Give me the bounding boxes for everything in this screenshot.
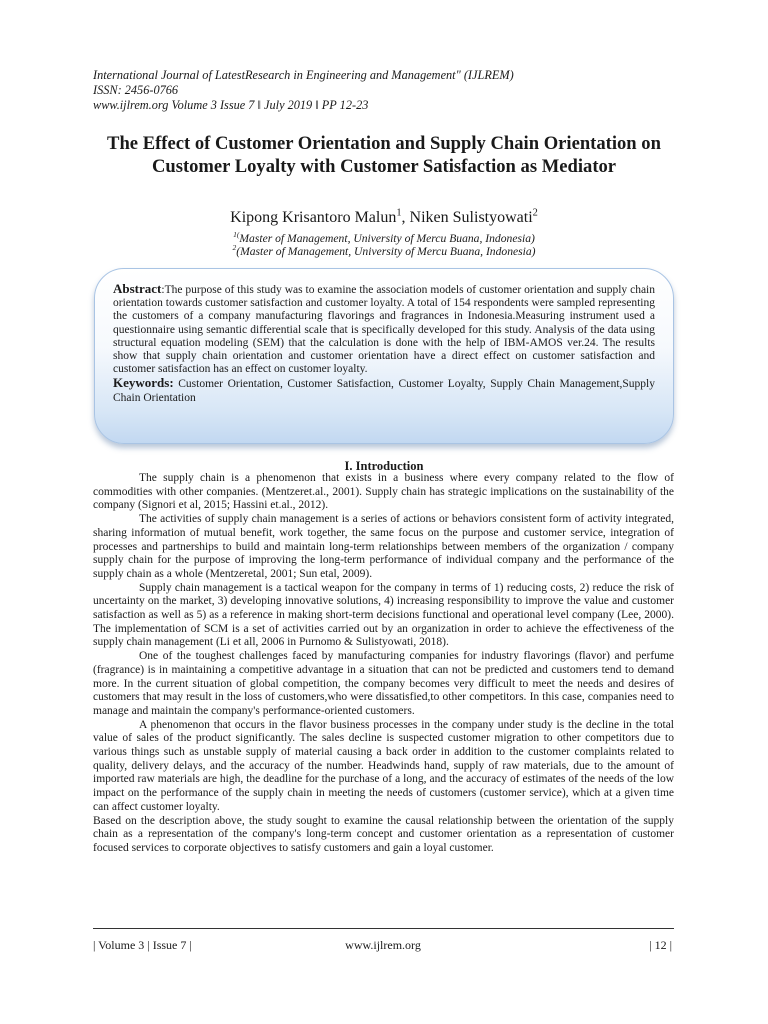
paper-title: The Effect of Customer Orientation and Supply Chain Orientation on Customer Loyalty with Customer Satisfaction as Mediator bbox=[107, 133, 661, 177]
issn: ISSN: 2456-0766 bbox=[93, 83, 179, 97]
keywords-text: Customer Orientation, Customer Satisfaction, Customer Loyalty, Supply Chain Management,Supply Chain Orientation bbox=[113, 378, 655, 404]
paragraph: A phenomenon that occurs in the flavor business processes in the company under study is the decline in the total value of sales of the product significantly. The sales decline is suspected customer migration to other competitors due to various things such as unstable supply of material causing a back order in addition to the customer complaints related to quality, delivery delays, and the accuracy of the number. Headwinds hand, supply of raw materials, due to the amount of imported raw materials are high, the deadline for the purchase of a long, and the accuracy of estimates of the needs of the low impact on the performance of the supply chain in meeting the needs of customers (customer service), which at a given time can affect customer loyalty. bbox=[93, 718, 674, 813]
author-name: Kipong Krisantoro Malun bbox=[230, 209, 397, 226]
author-line bbox=[80, 208, 688, 228]
journal-header bbox=[93, 68, 693, 113]
abstract-paragraph bbox=[113, 282, 655, 376]
author-separator: , bbox=[401, 209, 410, 226]
affiliation-sup: 1( bbox=[233, 230, 240, 240]
section-heading: I. Introduction bbox=[344, 459, 424, 473]
affiliations bbox=[80, 232, 688, 258]
footer-volume-issue: | Volume 3 | Issue 7 | bbox=[93, 938, 192, 952]
paragraph: Based on the description above, the study sought to examine the causal relationship between the orientation of the supply chain as a representation of the company's long-term concept and customer orientation as a representation of customer focused services to corporate objectives to satisfy customers and gain a loyal customer. bbox=[93, 814, 674, 854]
paragraph: Supply chain management is a tactical weapon for the company in terms of 1) reducing costs, 2) reduce the risk of uncertainty on the market, 3) developing innovative solutions, 4) increasing responsibility to improve the value and customer satisfaction as well as 5) as a reference in making short-term decisions functional and operational level company (Lee, 2000). The implementation of SCM is a set of activities carried out by an organization in order to achieve the effectiveness of the supply chain management (Li et all, 2006 in Purnomo & Sulistyowati, 2018). bbox=[93, 581, 674, 649]
abstract-label: Abstract bbox=[113, 281, 162, 296]
page-footer bbox=[93, 938, 674, 954]
body-text bbox=[93, 472, 674, 856]
author-sup: 1 bbox=[396, 207, 402, 219]
page-number: | 12 | bbox=[649, 938, 672, 952]
keywords-label: Keywords: bbox=[113, 375, 174, 391]
volume-line: www.ijlrem.org Volume 3 Issue 7 ǁ July 2019 ǁ PP 12-23 bbox=[93, 98, 369, 112]
paragraph: The activities of supply chain management is a series of actions or behaviors consistent form of activity integrated, sharing information of mutual benefit, work together, the same focus on the purpose and customer service, integration of processes and partnerships to build and maintain long-term relationships between members of the organization / company supply chain for the purpose of improving the long-term performance of individual company and the performance of the supply chain as a whole (Mentzeretal, 2001; Sun etal, 2009). bbox=[93, 513, 674, 580]
affiliation-text: (Master of Management, University of Mercu Buana, Indonesia) bbox=[236, 245, 536, 258]
footer-divider bbox=[93, 928, 674, 929]
affiliation bbox=[80, 232, 688, 245]
journal-name: International Journal of LatestResearch in Engineering and Management" (IJLREM) bbox=[93, 68, 514, 82]
affiliation bbox=[80, 245, 688, 258]
affiliation-sup: 2 bbox=[232, 243, 237, 253]
abstract-text: :The purpose of this study was to examine the association models of customer orientation and supply chain orientation towards customer satisfaction and customer loyalty. A total of 154 respondents were sampled representing the customers of a company manufacturing flavorings and fragrances in Indonesia.Measuring instrument used a questionnaire using semantic differential scale that is specifically developed for this study. Analysis of the data using structural equation modeling (SEM) that the calculation is done with the help of IBM-AMOS ver.24. The results show that supply chain orientation and customer orientation have a direct effect on customer satisfaction and customer satisfaction has an effect on customer loyalty. bbox=[113, 284, 655, 376]
abstract-box bbox=[94, 268, 674, 444]
paragraph: One of the toughest challenges faced by manufacturing companies for industry flavorings (flavor) and perfume (fragrance) is in maintaining a competitive advantage in a situation that can not be predicted and customers tend to demand more. In the current situation of global competition, the company becomes very difficult to meet the needs and desires of customers that may result in the loss of customers,who were dissatisfied,to other competitors. In this case, companies need to manage and maintain the company's performance-oriented customers. bbox=[93, 650, 674, 717]
affiliation-text: Master of Management, University of Mercu Buana, Indonesia) bbox=[239, 232, 535, 245]
author-sup: 2 bbox=[532, 207, 538, 219]
author-name: Niken Sulistyowati bbox=[409, 209, 533, 226]
footer-website: www.ijlrem.org bbox=[345, 938, 421, 952]
paragraph: The supply chain is a phenomenon that exists in a business where every company related to the flow of commodities with other companies. (Mentzeret.al., 2001). Supply chain has strategic implications on the sustainability of the company (Signori et al, 2015; Hassini et.al., 2012). bbox=[93, 472, 674, 512]
keywords-paragraph bbox=[113, 376, 655, 404]
